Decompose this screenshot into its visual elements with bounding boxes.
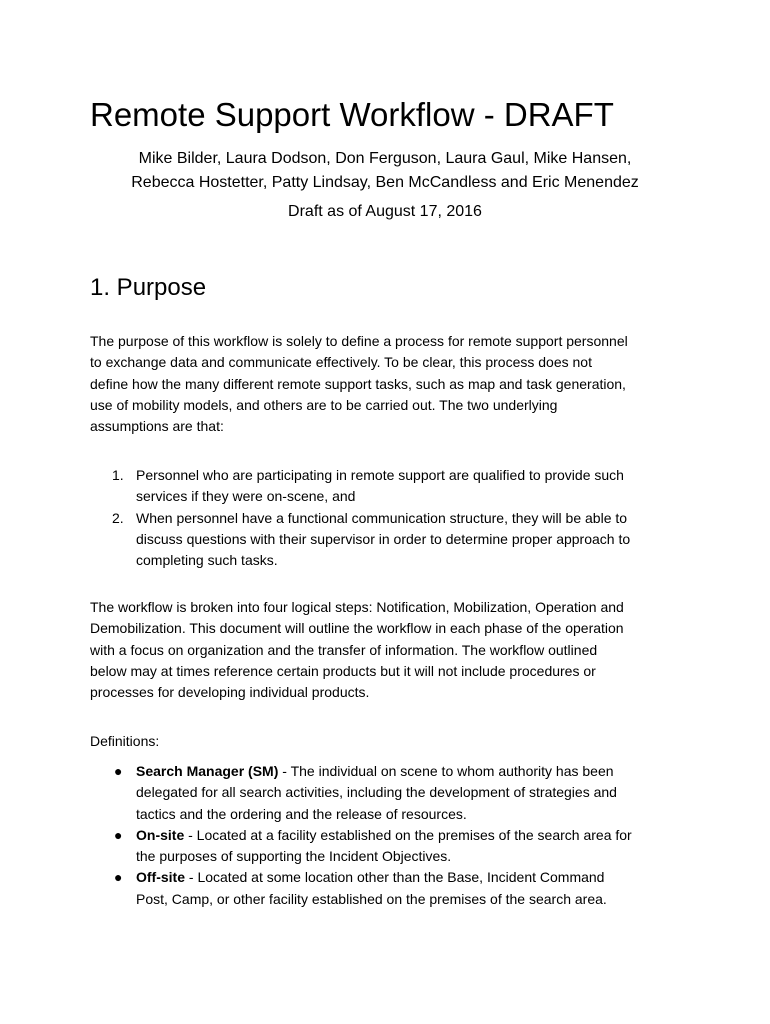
definition-term: Search Manager (SM) [136, 763, 279, 779]
text-line: Personnel who are participating in remote support are qualified to provide such [136, 467, 624, 483]
text-line [136, 761, 632, 782]
author-list [0, 147, 770, 195]
document-title: Remote Support Workflow - DRAFT [90, 96, 614, 133]
text-line: services if they were on-scene, and [136, 488, 356, 505]
list-item-text [136, 465, 630, 508]
bullet-icon: ● [114, 763, 123, 779]
text-line: completing such tasks. [136, 552, 278, 569]
text-line: tactics and the ordering and the release of resources. [136, 805, 467, 822]
text-line: Post, Camp, or other facility established on the premises of the search area. [136, 890, 607, 907]
list-number: 1. [112, 467, 124, 483]
workflow-paragraph [90, 597, 624, 703]
text-line: with a focus on organization and the transfer of information. The workflow outlined [90, 641, 598, 658]
definition-item [90, 761, 632, 825]
definition-item [90, 825, 632, 868]
text-line: delegated for all search activities, including the development of strategies and [136, 784, 617, 801]
text-line: When personnel have a functional communication structure, they will be able to [136, 509, 628, 526]
definition-desc: - The individual on scene to whom authority has been [278, 763, 614, 779]
draft-date: Draft as of August 17, 2016 [288, 203, 482, 220]
author-line: Rebecca Hostetter, Patty Lindsay, Ben McCandless and Eric Menendez [131, 174, 639, 191]
definition-desc: - Located at a facility established on the premises of the search area for [184, 826, 632, 843]
text-line: The workflow is broken into four logical steps: Notification, Mobilization, Operation and [90, 599, 624, 615]
definition-text [136, 825, 632, 868]
text-line: define how the many different remote support tasks, such as map and task generation, [90, 375, 626, 392]
definition-term: On-site [136, 826, 185, 843]
bullet-icon: ● [114, 869, 123, 886]
definition-text [136, 867, 632, 910]
list-item [90, 508, 630, 572]
text-line: below may at times reference certain products but it will not include procedures or [90, 662, 596, 679]
purpose-paragraph [90, 331, 628, 437]
text-line [136, 867, 632, 888]
section-heading-purpose: 1. Purpose [90, 274, 207, 301]
text-line: The purpose of this workflow is solely to define a process for remote support personnel [90, 333, 628, 349]
text-line: processes for developing individual products. [90, 684, 370, 701]
definition-term: Off-site [136, 869, 185, 886]
text-line: Demobilization. This document will outline the workflow in each phase of the operation [90, 620, 624, 637]
definitions-list [90, 761, 632, 910]
definition-text [136, 761, 632, 825]
text-line: use of mobility models, and others are to be carried out. The two underlying [90, 396, 558, 413]
definitions-label: Definitions: [90, 733, 160, 749]
text-line: to exchange data and communicate effectively. To be clear, this process does not [90, 354, 592, 371]
list-item-text [136, 508, 630, 572]
text-line: the purposes of supporting the Incident Objectives. [136, 848, 452, 865]
text-line [136, 825, 632, 846]
author-line: Mike Bilder, Laura Dodson, Don Ferguson, Laura Gaul, Mike Hansen, [138, 150, 632, 167]
list-item [90, 465, 630, 508]
assumptions-list [90, 465, 630, 571]
bullet-icon: ● [114, 826, 123, 843]
text-line: assumptions are that: [90, 418, 224, 435]
list-number: 2. [112, 509, 124, 526]
text-line: discuss questions with their supervisor in order to determine proper approach to [136, 530, 631, 547]
definition-desc: - Located at some location other than the Base, Incident Command [185, 869, 605, 886]
definition-item [90, 867, 632, 910]
